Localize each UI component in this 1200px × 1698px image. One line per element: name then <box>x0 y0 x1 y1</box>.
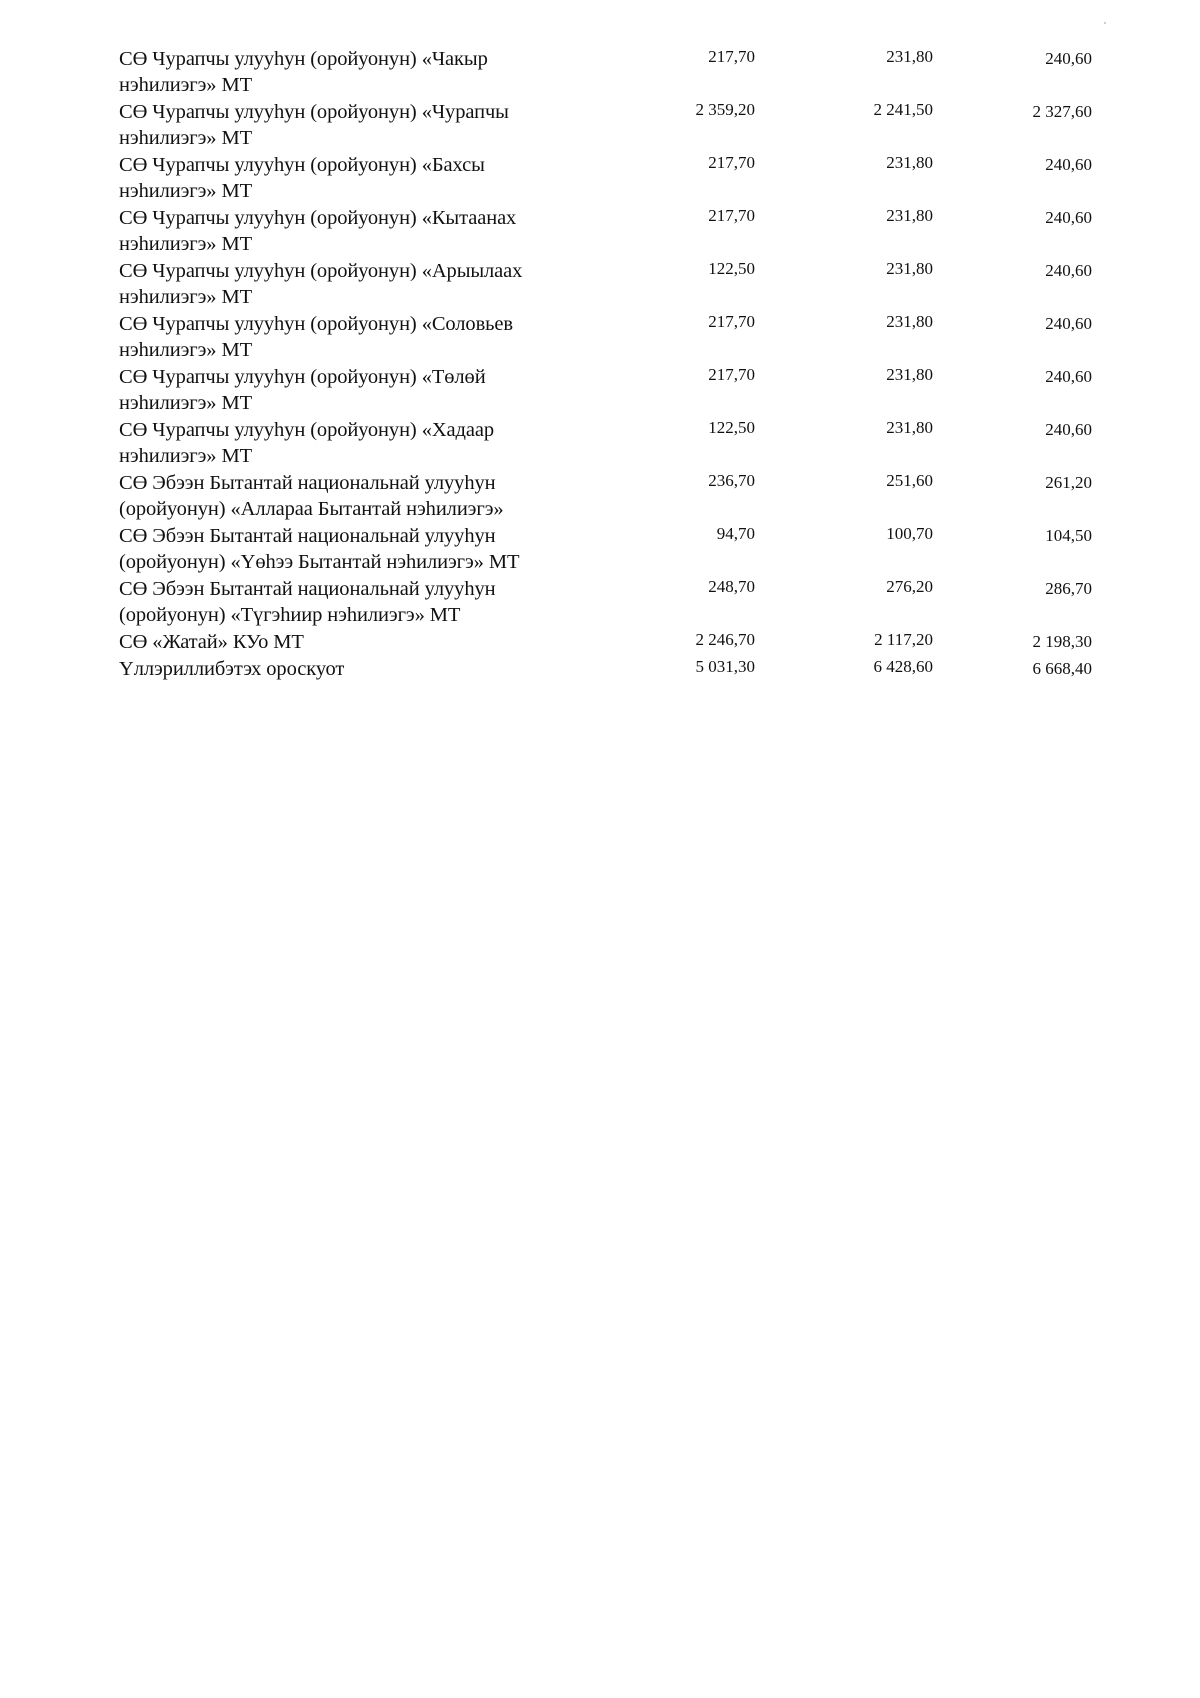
table-row <box>119 205 1099 258</box>
table-row <box>119 99 1099 152</box>
row-name: СӨ Эбээн Бытантай национальнай улууһун (оройуонун) «Түгэһиир нэһилиэгэ» МТ <box>119 578 496 626</box>
row-value-2: 231,80 <box>886 312 933 331</box>
row-value-2: 2 241,50 <box>873 100 933 119</box>
row-value-1: 122,50 <box>708 259 755 278</box>
table-row <box>119 311 1099 364</box>
row-value-3: 2 327,60 <box>1032 102 1092 121</box>
row-value-3: 240,60 <box>1045 261 1092 280</box>
row-name: СӨ Чурапчы улууһун (оройуонун) «Бахсы нэһилиэгэ» МТ <box>119 154 485 202</box>
table-row <box>119 46 1099 99</box>
row-value-2: 100,70 <box>886 524 933 543</box>
scan-speck <box>1104 22 1106 24</box>
row-value-1: 217,70 <box>708 153 755 172</box>
row-name: СӨ Чурапчы улууһун (оройуонун) «Чурапчы нэһилиэгэ» МТ <box>119 101 509 149</box>
row-value-1: 217,70 <box>708 206 755 225</box>
row-value-2: 231,80 <box>886 206 933 225</box>
table-row <box>119 258 1099 311</box>
row-name: СӨ Чурапчы улууһун (оройуонун) «Соловьев нэһилиэгэ» МТ <box>119 313 513 361</box>
row-name: СӨ Эбээн Бытантай национальнай улууһун (оройуонун) «Аллараа Бытантай нэһилиэгэ» <box>119 472 504 520</box>
row-name: СӨ Чурапчы улууһун (оройуонун) «Хадаар нэһилиэгэ» МТ <box>119 419 495 467</box>
row-value-1: 217,70 <box>708 312 755 331</box>
row-value-3: 6 668,40 <box>1032 659 1092 678</box>
row-value-3: 2 198,30 <box>1032 632 1092 651</box>
row-value-2: 231,80 <box>886 365 933 384</box>
row-value-3: 286,70 <box>1045 579 1092 598</box>
row-value-2: 231,80 <box>886 153 933 172</box>
row-value-1: 122,50 <box>708 418 755 437</box>
table-row <box>119 364 1099 417</box>
row-value-3: 240,60 <box>1045 49 1092 68</box>
budget-table <box>119 46 1099 683</box>
row-value-2: 276,20 <box>886 577 933 596</box>
row-name: СӨ Чурапчы улууһун (оройуонун) «Арыылаах нэһилиэгэ» МТ <box>119 260 523 308</box>
table-row-total <box>119 656 1099 683</box>
row-value-1: 5 031,30 <box>695 657 755 676</box>
table-row <box>119 629 1099 656</box>
row-name: СӨ Эбээн Бытантай национальнай улууһун (оройуонун) «Үөһээ Бытантай нэһилиэгэ» МТ <box>119 525 520 573</box>
row-value-3: 240,60 <box>1045 314 1092 333</box>
row-value-1: 236,70 <box>708 471 755 490</box>
row-value-3: 104,50 <box>1045 526 1092 545</box>
row-value-1: 2 246,70 <box>695 630 755 649</box>
row-value-2: 251,60 <box>886 471 933 490</box>
table-row <box>119 152 1099 205</box>
row-value-2: 6 428,60 <box>873 657 933 676</box>
row-value-1: 94,70 <box>716 524 755 543</box>
row-value-2: 2 117,20 <box>874 630 933 649</box>
row-value-3: 240,60 <box>1045 367 1092 386</box>
row-value-2: 231,80 <box>886 259 933 278</box>
row-value-3: 240,60 <box>1045 420 1092 439</box>
row-value-2: 231,80 <box>886 47 933 66</box>
table-row <box>119 576 1099 629</box>
row-name: СӨ Чурапчы улууһун (оройуонун) «Чакыр нэһилиэгэ» МТ <box>119 48 488 96</box>
row-value-1: 248,70 <box>708 577 755 596</box>
row-value-3: 261,20 <box>1045 473 1092 492</box>
row-name: СӨ Чурапчы улууһун (оройуонун) «Төлөй нэһилиэгэ» МТ <box>119 366 486 414</box>
row-value-3: 240,60 <box>1045 155 1092 174</box>
table-row <box>119 417 1099 470</box>
row-value-1: 217,70 <box>708 47 755 66</box>
row-value-2: 231,80 <box>886 418 933 437</box>
row-name: СӨ «Жатай» КУо МТ <box>119 631 304 653</box>
table-row <box>119 523 1099 576</box>
row-value-1: 2 359,20 <box>695 100 755 119</box>
table-row <box>119 470 1099 523</box>
row-value-3: 240,60 <box>1045 208 1092 227</box>
row-name: СӨ Чурапчы улууһун (оройуонун) «Кытаанах нэһилиэгэ» МТ <box>119 207 517 255</box>
row-value-1: 217,70 <box>708 365 755 384</box>
row-name: Үллэриллибэтэх ороскуот <box>119 658 345 680</box>
